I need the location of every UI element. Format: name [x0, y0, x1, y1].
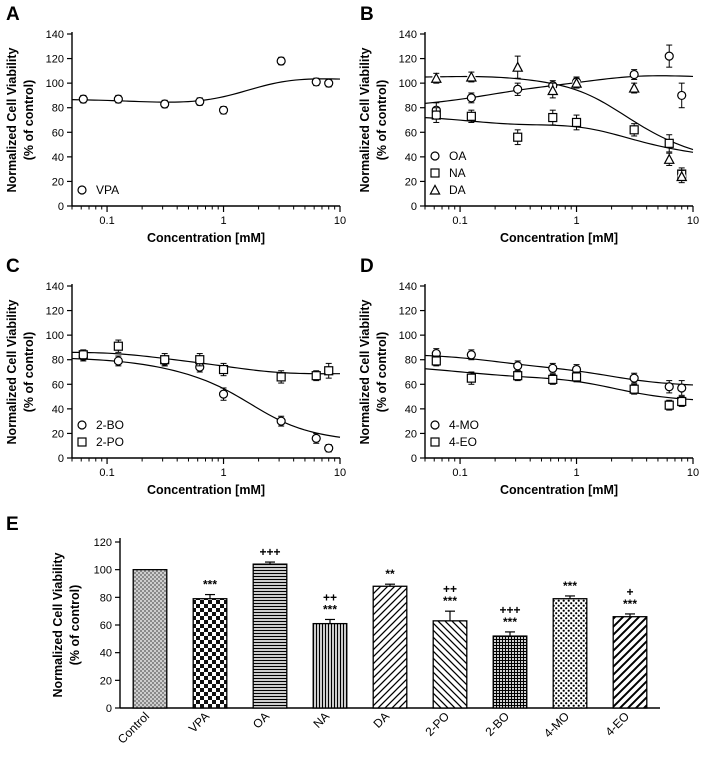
svg-text:+++: +++	[259, 545, 281, 560]
svg-text:0.1: 0.1	[452, 467, 468, 479]
svg-text:+: +	[626, 584, 634, 599]
svg-text:60: 60	[99, 620, 112, 632]
svg-text:60: 60	[404, 379, 417, 392]
svg-text:***: ***	[322, 602, 338, 617]
svg-text:120: 120	[398, 53, 417, 66]
svg-text:Normalized Cell Viability: Normalized Cell Viability	[5, 299, 19, 445]
panel-label-e: E	[6, 514, 19, 535]
svg-text:(% of control): (% of control)	[22, 79, 36, 161]
svg-text:140: 140	[398, 29, 417, 41]
svg-text:***: ***	[562, 578, 578, 593]
svg-text:4-EO: 4-EO	[602, 709, 633, 739]
svg-text:100: 100	[45, 78, 64, 91]
svg-text:40: 40	[404, 403, 417, 416]
svg-text:10: 10	[333, 467, 347, 479]
svg-text:20: 20	[51, 176, 64, 189]
svg-text:2-PO: 2-PO	[422, 709, 453, 739]
svg-text:Control: Control	[114, 709, 153, 747]
svg-text:80: 80	[404, 354, 417, 367]
svg-text:0.1: 0.1	[452, 215, 468, 227]
panel-label-d: D	[360, 256, 374, 277]
panel-label-b: B	[360, 4, 374, 25]
svg-text:20: 20	[51, 428, 64, 441]
svg-text:2-BO: 2-BO	[96, 418, 125, 432]
panel-d-plot	[353, 262, 705, 507]
svg-text:Concentration [mM]: Concentration [mM]	[146, 231, 266, 245]
svg-text:140: 140	[45, 29, 64, 41]
svg-text:DA: DA	[449, 183, 466, 197]
svg-text:OA: OA	[449, 149, 467, 163]
svg-text:100: 100	[93, 564, 112, 577]
panel-e-plot	[0, 512, 705, 771]
panel-a-plot	[0, 10, 352, 255]
svg-text:0: 0	[57, 453, 64, 465]
svg-text:(% of control): (% of control)	[375, 331, 389, 413]
svg-text:DA: DA	[370, 709, 393, 731]
panel-label-a: A	[6, 4, 20, 25]
svg-text:120: 120	[45, 305, 64, 318]
svg-text:100: 100	[398, 78, 417, 91]
svg-text:20: 20	[404, 428, 417, 441]
svg-text:40: 40	[99, 647, 112, 660]
svg-text:60: 60	[51, 379, 64, 392]
svg-text:(% of control): (% of control)	[22, 331, 36, 413]
svg-text:10: 10	[333, 215, 347, 227]
svg-text:(% of control): (% of control)	[375, 79, 389, 161]
svg-text:0.1: 0.1	[99, 467, 115, 479]
svg-text:1: 1	[573, 467, 580, 479]
svg-text:10: 10	[686, 215, 700, 227]
svg-text:20: 20	[99, 675, 112, 688]
panel-e	[0, 512, 705, 771]
svg-text:VPA: VPA	[185, 709, 213, 736]
svg-text:80: 80	[51, 354, 64, 367]
panel-label-c: C	[6, 256, 20, 277]
svg-text:NA: NA	[449, 166, 466, 180]
panel-b-plot	[353, 10, 705, 255]
svg-text:OA: OA	[249, 709, 273, 732]
svg-text:60: 60	[51, 127, 64, 140]
svg-text:NA: NA	[310, 709, 333, 731]
svg-text:100: 100	[398, 330, 417, 343]
panel-c-plot	[0, 262, 352, 507]
svg-text:1: 1	[573, 215, 580, 227]
svg-text:+++: +++	[499, 602, 521, 617]
svg-text:2-BO: 2-BO	[482, 709, 513, 739]
svg-text:140: 140	[398, 281, 417, 293]
svg-text:***: ***	[202, 577, 218, 592]
svg-text:120: 120	[398, 305, 417, 318]
panel-b	[353, 10, 705, 255]
svg-text:Normalized Cell Viability: Normalized Cell Viability	[5, 47, 19, 193]
svg-text:***: ***	[442, 594, 458, 609]
svg-text:1: 1	[220, 215, 227, 227]
svg-text:Normalized Cell Viability: Normalized Cell Viability	[51, 552, 65, 698]
svg-text:0.1: 0.1	[99, 215, 115, 227]
svg-text:120: 120	[45, 53, 64, 66]
svg-text:100: 100	[45, 330, 64, 343]
svg-text:20: 20	[404, 176, 417, 189]
svg-text:1: 1	[220, 467, 227, 479]
panel-a	[0, 10, 352, 255]
svg-text:120: 120	[93, 537, 112, 549]
svg-text:60: 60	[404, 127, 417, 140]
svg-text:0: 0	[105, 703, 112, 715]
svg-text:80: 80	[99, 592, 112, 605]
svg-text:++: ++	[322, 590, 338, 605]
svg-text:40: 40	[51, 403, 64, 416]
svg-text:140: 140	[45, 281, 64, 293]
svg-text:VPA: VPA	[96, 183, 120, 197]
svg-text:Normalized Cell Viability: Normalized Cell Viability	[358, 299, 372, 445]
svg-text:++: ++	[442, 582, 458, 597]
svg-text:0: 0	[410, 453, 417, 465]
svg-text:Concentration [mM]: Concentration [mM]	[499, 231, 619, 245]
svg-text:80: 80	[51, 102, 64, 115]
svg-text:40: 40	[404, 151, 417, 164]
panel-d	[353, 262, 705, 507]
svg-text:***: ***	[622, 596, 638, 611]
svg-text:Normalized Cell Viability: Normalized Cell Viability	[358, 47, 372, 193]
panel-c	[0, 262, 352, 507]
svg-text:***: ***	[502, 614, 518, 629]
svg-text:Concentration [mM]: Concentration [mM]	[146, 483, 266, 497]
svg-text:Concentration [mM]: Concentration [mM]	[499, 483, 619, 497]
svg-text:2-PO: 2-PO	[96, 435, 125, 449]
svg-text:4-EO: 4-EO	[449, 435, 478, 449]
svg-text:10: 10	[686, 467, 700, 479]
svg-text:(% of control): (% of control)	[68, 584, 82, 666]
svg-text:40: 40	[51, 151, 64, 164]
svg-text:80: 80	[404, 102, 417, 115]
svg-text:0: 0	[410, 201, 417, 213]
svg-text:0: 0	[57, 201, 64, 213]
svg-text:4-MO: 4-MO	[449, 418, 479, 432]
svg-text:**: **	[385, 567, 395, 582]
svg-text:4-MO: 4-MO	[541, 709, 573, 741]
